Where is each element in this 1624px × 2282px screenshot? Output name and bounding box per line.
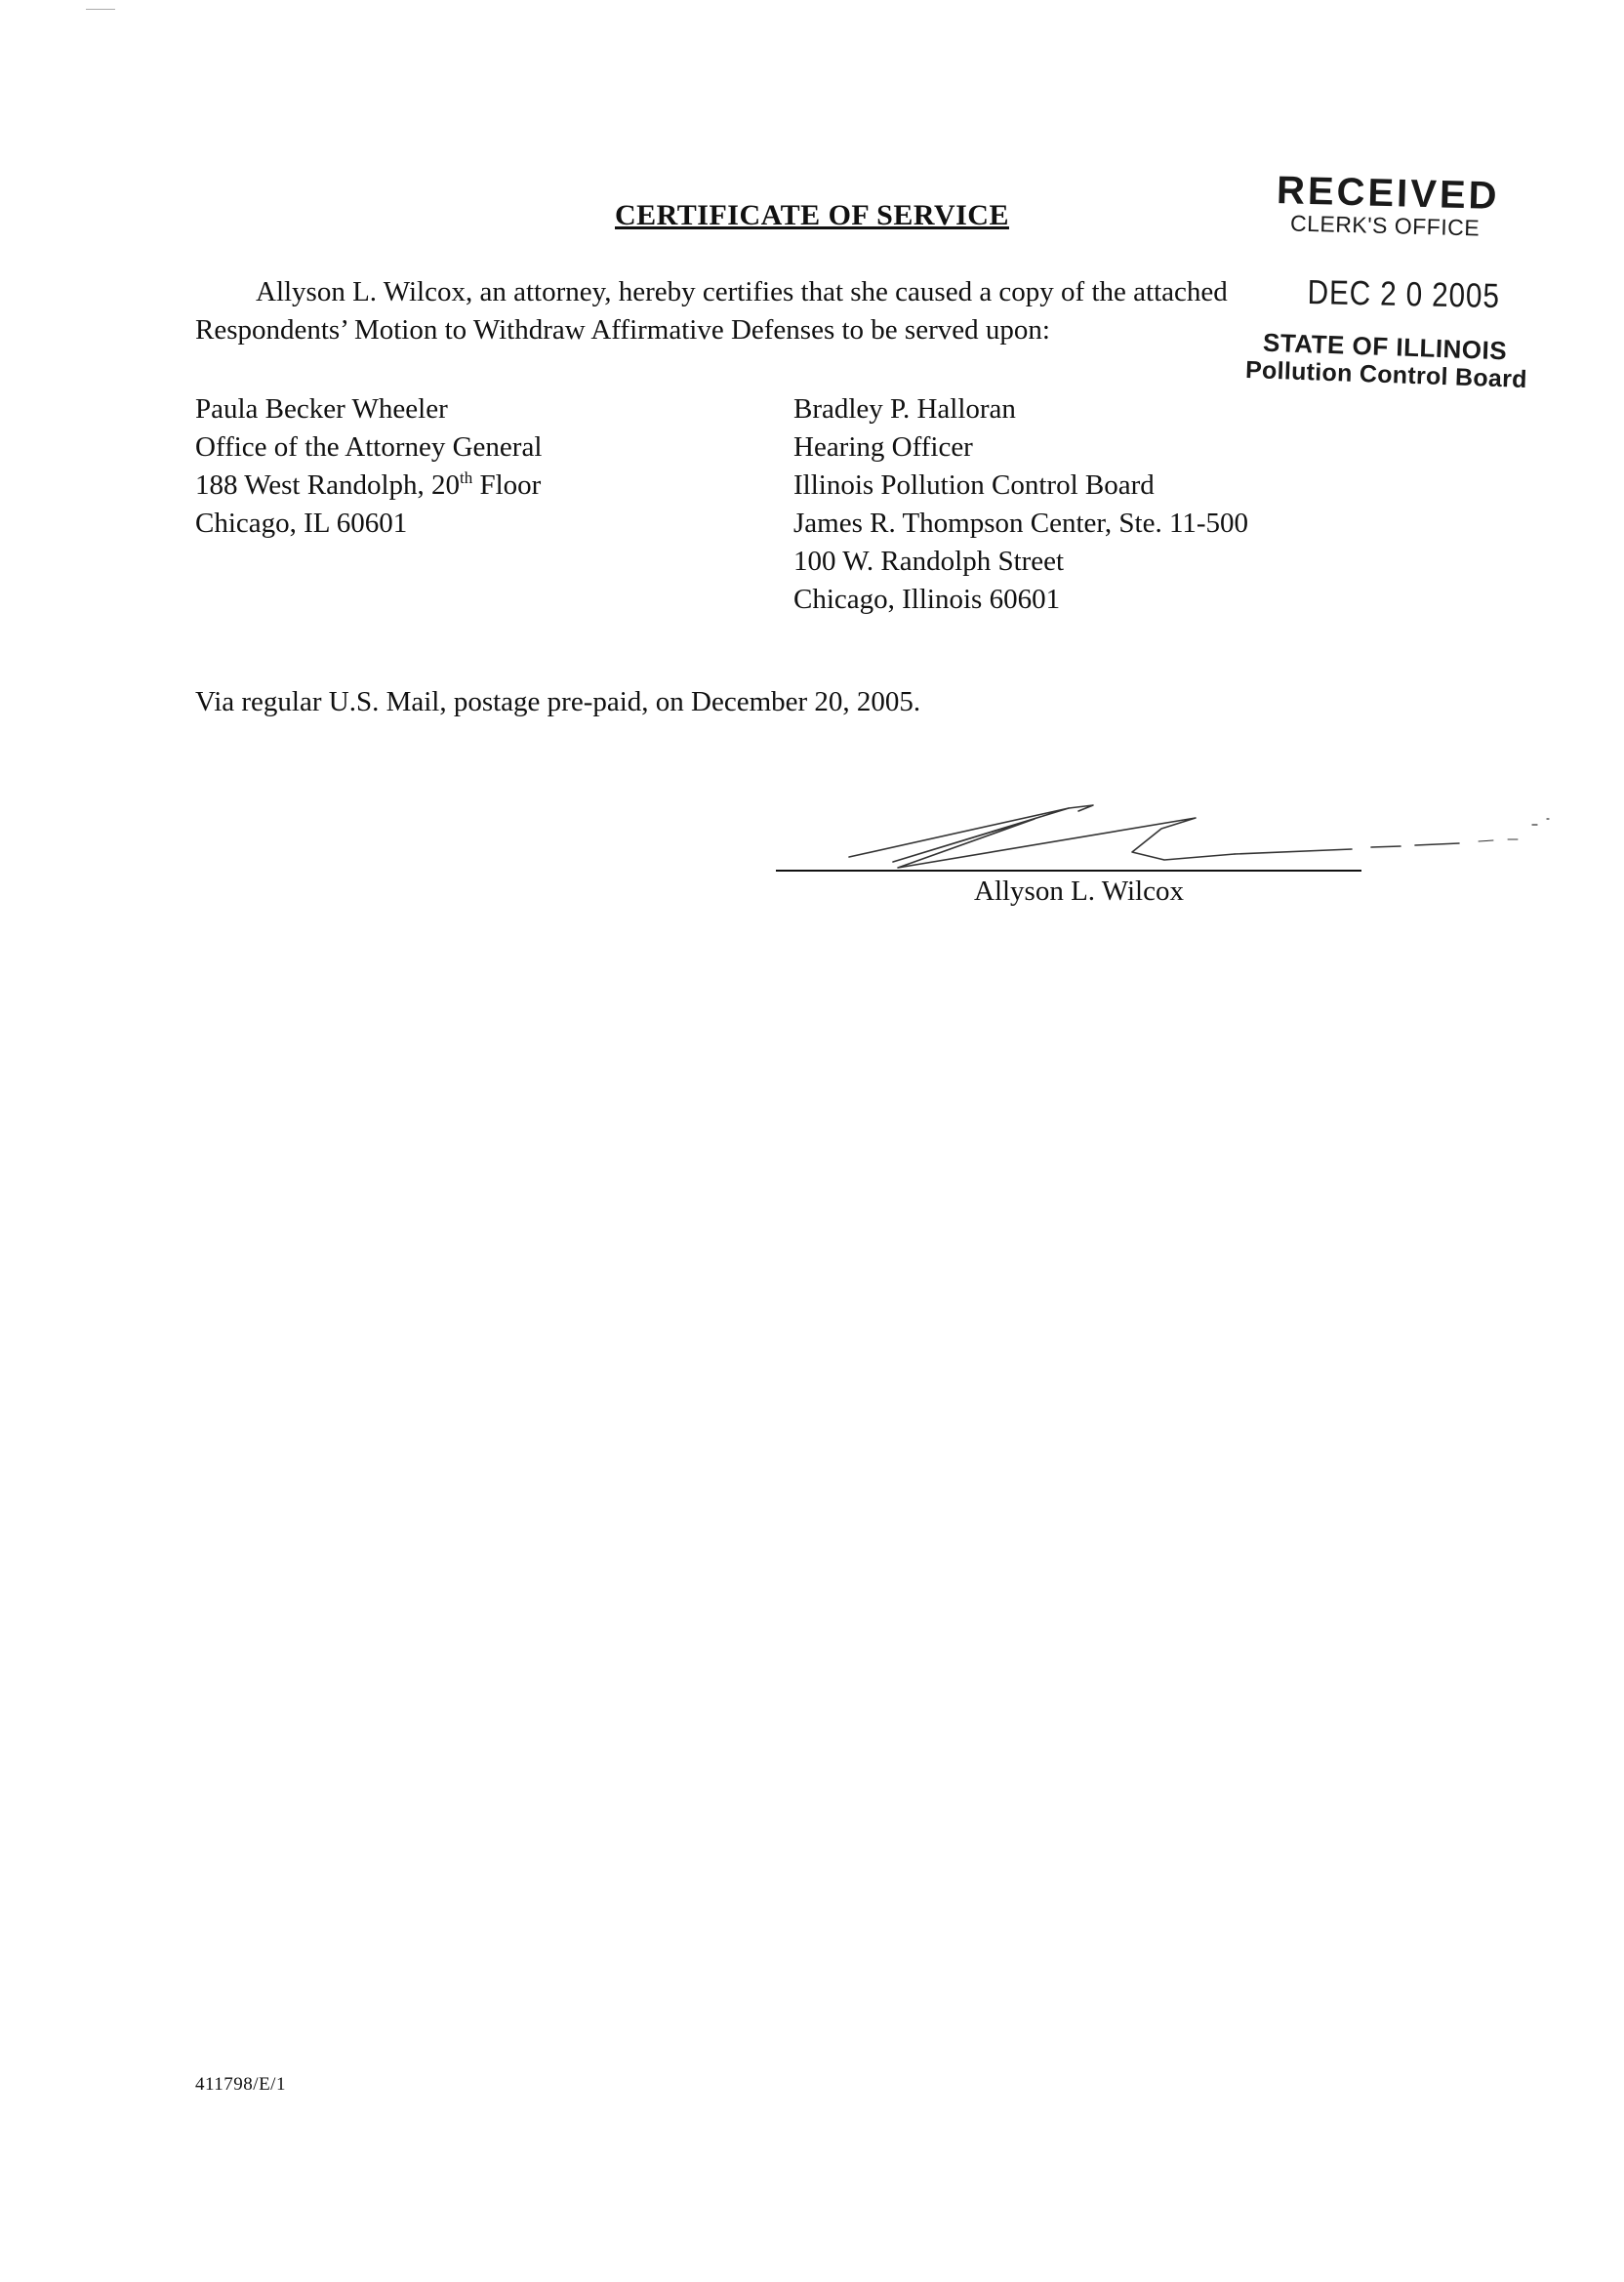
scan-mark (86, 9, 115, 10)
recipient-address-line: Illinois Pollution Control Board (793, 469, 1155, 501)
recipient-address-line: Chicago, Illinois 60601 (793, 584, 1061, 615)
received-stamp (1239, 169, 1576, 396)
paragraph-line-1: Allyson L. Wilcox, an attorney, hereby certifies that she caused a copy of the attached (256, 276, 1228, 307)
recipient-address-line: Chicago, IL 60601 (195, 508, 408, 539)
recipient-address-line: James R. Thompson Center, Ste. 11-500 (793, 508, 1249, 539)
recipient-left (195, 390, 542, 543)
document-code: 411798/E/1 (195, 2074, 286, 2095)
stamp-board: Pollution Control Board (1244, 355, 1528, 394)
service-line: Via regular U.S. Mail, postage pre-paid, on December 20, 2005. (195, 686, 921, 717)
recipient-name: Bradley P. Halloran (793, 393, 1016, 425)
recipient-address-line: Hearing Officer (793, 431, 973, 463)
ordinal-suffix: th (460, 469, 473, 487)
document-title: CERTIFICATE OF SERVICE (615, 199, 1009, 231)
stamp-clerk-office: CLERK'S OFFICE (1289, 210, 1481, 241)
signer-name: Allyson L. Wilcox (974, 876, 1184, 907)
recipient-right (793, 390, 1248, 619)
recipient-address-line: 188 West Randolph, 20th Floor (195, 469, 542, 501)
signature-line (776, 870, 1361, 872)
signature (776, 795, 1557, 878)
recipient-address-line: 100 W. Randolph Street (793, 546, 1065, 577)
stamp-state: STATE OF ILLINOIS (1262, 327, 1508, 366)
paragraph-line-2: Respondents’ Motion to Withdraw Affirmative Defenses to be served upon: (195, 314, 1050, 346)
recipient-address-line: Office of the Attorney General (195, 431, 543, 463)
stamp-received: RECEIVED (1276, 169, 1501, 218)
recipient-name: Paula Becker Wheeler (195, 393, 448, 425)
stamp-date: DEC 2 0 2005 (1307, 273, 1501, 316)
